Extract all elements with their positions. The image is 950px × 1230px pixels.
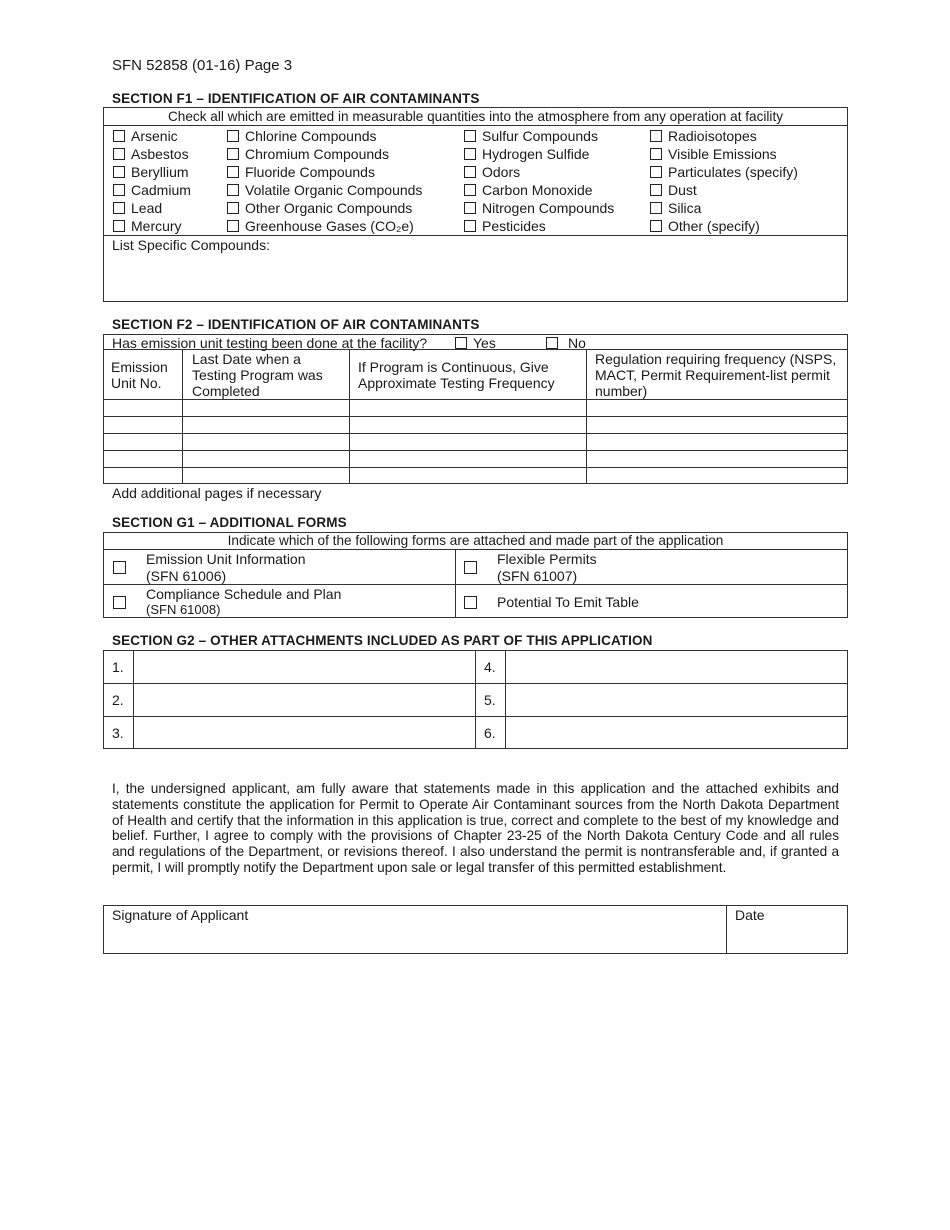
section-f2-title: SECTION F2 – IDENTIFICATION OF AIR CONTAMINANTS [112,317,480,332]
attachment-number-6: 6. [484,725,496,741]
g2-col-line [475,650,476,749]
checkbox-icon[interactable] [464,184,476,196]
f1-instruction: Check all which are emitted in measurable quantities into the atmosphere from any operation at facility [167,109,784,124]
checkbox-carbon-monoxide[interactable] [464,182,593,198]
checkbox-icon[interactable] [464,148,476,160]
checkbox-mercury[interactable] [113,218,182,234]
checkbox-other-organic-compounds[interactable] [227,200,412,216]
checkbox-icon[interactable] [546,337,558,349]
checkbox-lead[interactable] [113,200,162,216]
checkbox-icon[interactable] [650,148,662,160]
checkbox-label: Lead [131,200,163,216]
checkbox-icon[interactable] [113,148,125,160]
checkbox-icon[interactable] [227,202,239,214]
checkbox-chromium-compounds[interactable] [227,146,389,162]
attachment-field-2[interactable] [134,684,474,716]
form-potential-to-emit-name: Potential To Emit Table [497,594,639,610]
attachment-field-6[interactable] [506,717,847,748]
attachment-field-5[interactable] [506,684,847,716]
g1-divider [103,584,848,585]
attachment-number-1: 1. [112,659,124,675]
checkbox-label: Sulfur Compounds [482,128,598,144]
checkbox-label: Other Organic Compounds [245,200,413,216]
form-potential-to-emit-checkbox[interactable] [464,595,483,611]
section-g1-title: SECTION G1 – ADDITIONAL FORMS [112,515,347,530]
checkbox-icon[interactable] [650,166,662,178]
checkbox-label: Volatile Organic Compounds [245,182,423,198]
table-row[interactable] [104,434,847,450]
checkbox-label: Chlorine Compounds [245,128,377,144]
checkbox-odors[interactable] [464,164,520,180]
checkbox-greenhouse-gases[interactable] [227,218,414,234]
form-flexible-permits-name: Flexible Permits [497,551,597,567]
checkbox-icon[interactable] [464,202,476,214]
checkbox-label: Pesticides [482,218,546,234]
checkbox-label: Silica [668,200,702,216]
checkbox-label: Carbon Monoxide [482,182,593,198]
checkbox-icon[interactable] [113,184,125,196]
certification-statement: I, the undersigned applicant, am fully aware that statements made in this application and the attached exhibits and statements constitute the application for Permit to Operate Air Contaminant sources from the North Dakota Department of Health and certify that the information in this application is true, correct and complete to the best of my knowledge and belief. Further, I agree to comply with the provisions of Chapter 23-25 of the North Dakota Century Code and all rules and regulations of the Department, or revisions thereof. I also understand the permit is nontransferable and, if granted a permit, I will promptly notify the Department upon sale or legal transfer of this permitted establishment. [112,781,839,875]
checkbox-label: Hydrogen Sulfide [482,146,590,162]
table-row[interactable] [104,400,847,416]
form-emission-unit-name: Emission Unit Information [146,551,306,567]
signature-label: Signature of Applicant [112,907,249,923]
checkbox-visible-emissions[interactable] [650,146,777,162]
signature-field[interactable] [104,924,725,953]
checkbox-icon[interactable] [113,130,125,142]
checkbox-label: Visible Emissions [668,146,777,162]
col-header-frequency: If Program is Continuous, Give Approximate Testing Frequency [358,359,555,391]
checkbox-icon[interactable] [113,596,126,609]
col-header-last-date: Last Date when a Testing Program was Completed [192,351,323,399]
checkbox-label: Other (specify) [668,218,760,234]
col-header-emission-unit: Emission Unit No. [111,359,168,391]
checkbox-label: Odors [482,164,521,180]
form-emission-unit-checkbox[interactable] [113,560,132,576]
checkbox-dust[interactable] [650,182,697,198]
section-g2-title: SECTION G2 – OTHER ATTACHMENTS INCLUDED AS PART OF THIS APPLICATION [112,633,653,648]
checkbox-icon[interactable] [464,220,476,232]
checkbox-hydrogen-sulfide[interactable] [464,146,589,162]
table-row[interactable] [104,451,847,467]
checkbox-silica[interactable] [650,200,701,216]
g1-divider [103,549,848,550]
checkbox-icon[interactable] [113,561,126,574]
checkbox-icon[interactable] [650,220,662,232]
list-specific-compounds-label: List Specific Compounds: [112,237,270,253]
checkbox-volatile-organic-compounds[interactable] [227,182,422,198]
checkbox-arsenic[interactable] [113,128,178,144]
attachment-field-4[interactable] [506,651,847,683]
checkbox-label: Asbestos [131,146,189,162]
col-header-regulation: Regulation requiring frequency (NSPS, MACT, Permit Requirement-list permit number) [595,351,837,399]
checkbox-icon[interactable] [464,596,477,609]
checkbox-chlorine-compounds[interactable] [227,128,377,144]
f1-divider-compounds [103,235,848,236]
form-compliance-schedule-checkbox[interactable] [113,595,132,611]
checkbox-label: Greenhouse Gases (CO₂e) [245,218,414,234]
form-compliance-schedule-name: Compliance Schedule and Plan [146,586,342,602]
checkbox-label: Mercury [131,218,182,234]
checkbox-label: Cadmium [131,182,191,198]
list-specific-compounds-field[interactable] [104,254,847,301]
attachment-field-3[interactable] [134,717,474,748]
checkbox-icon[interactable] [227,166,239,178]
attachment-number-2: 2. [112,692,124,708]
yes-label: Yes [473,335,496,351]
form-flexible-permits-checkbox[interactable] [464,560,483,576]
checkbox-nitrogen-compounds[interactable] [464,200,614,216]
checkbox-cadmium[interactable] [113,182,191,198]
attachment-number-3: 3. [112,725,124,741]
date-label: Date [735,907,765,923]
form-compliance-schedule-number: (SFN 61008) [146,602,221,617]
checkbox-label: Radioisotopes [668,128,757,144]
f2-divider [103,349,848,350]
checkbox-other-specify[interactable] [650,218,760,234]
checkbox-label: Fluoride Compounds [245,164,375,180]
checkbox-asbestos[interactable] [113,146,189,162]
checkbox-particulates[interactable] [650,164,798,180]
table-row[interactable] [104,468,847,483]
checkbox-icon[interactable] [227,130,239,142]
attachment-field-1[interactable] [134,651,474,683]
checkbox-radioisotopes[interactable] [650,128,757,144]
no-label: No [568,335,586,351]
signature-col-line [726,905,727,954]
checkbox-icon[interactable] [650,202,662,214]
checkbox-icon[interactable] [113,202,125,214]
checkbox-icon[interactable] [455,337,467,349]
additional-pages-note: Add additional pages if necessary [112,485,322,501]
checkbox-icon[interactable] [227,184,239,196]
checkbox-icon[interactable] [113,166,125,178]
checkbox-label: Dust [668,182,697,198]
checkbox-pesticides[interactable] [464,218,546,234]
checkbox-label: Particulates (specify) [668,164,798,180]
form-flexible-permits-number: (SFN 61007) [497,568,578,584]
checkbox-icon[interactable] [650,130,662,142]
form-emission-unit-number: (SFN 61006) [146,568,227,584]
g1-instruction: Indicate which of the following forms are attached and made part of the application [227,533,724,548]
checkbox-icon[interactable] [227,220,239,232]
checkbox-label: Chromium Compounds [245,146,389,162]
checkbox-label: Beryllium [131,164,189,180]
checkbox-fluoride-compounds[interactable] [227,164,375,180]
form-id: SFN 52858 (01-16) Page 3 [112,57,293,74]
checkbox-icon[interactable] [464,561,477,574]
checkbox-icon[interactable] [464,166,476,178]
checkbox-icon[interactable] [464,130,476,142]
attachment-number-4: 4. [484,659,496,675]
g1-col-line [455,549,456,618]
checkbox-label: Arsenic [131,128,178,144]
section-f1-title: SECTION F1 – IDENTIFICATION OF AIR CONTAMINANTS [112,91,480,106]
f1-divider [103,125,848,126]
checkbox-beryllium[interactable] [113,164,189,180]
date-field[interactable] [728,924,847,953]
checkbox-label: Nitrogen Compounds [482,200,615,216]
table-row[interactable] [104,417,847,433]
checkbox-icon[interactable] [650,184,662,196]
checkbox-sulfur-compounds[interactable] [464,128,598,144]
attachment-number-5: 5. [484,692,496,708]
checkbox-icon[interactable] [113,220,125,232]
checkbox-icon[interactable] [227,148,239,160]
testing-question: Has emission unit testing been done at the facility? [112,335,428,351]
